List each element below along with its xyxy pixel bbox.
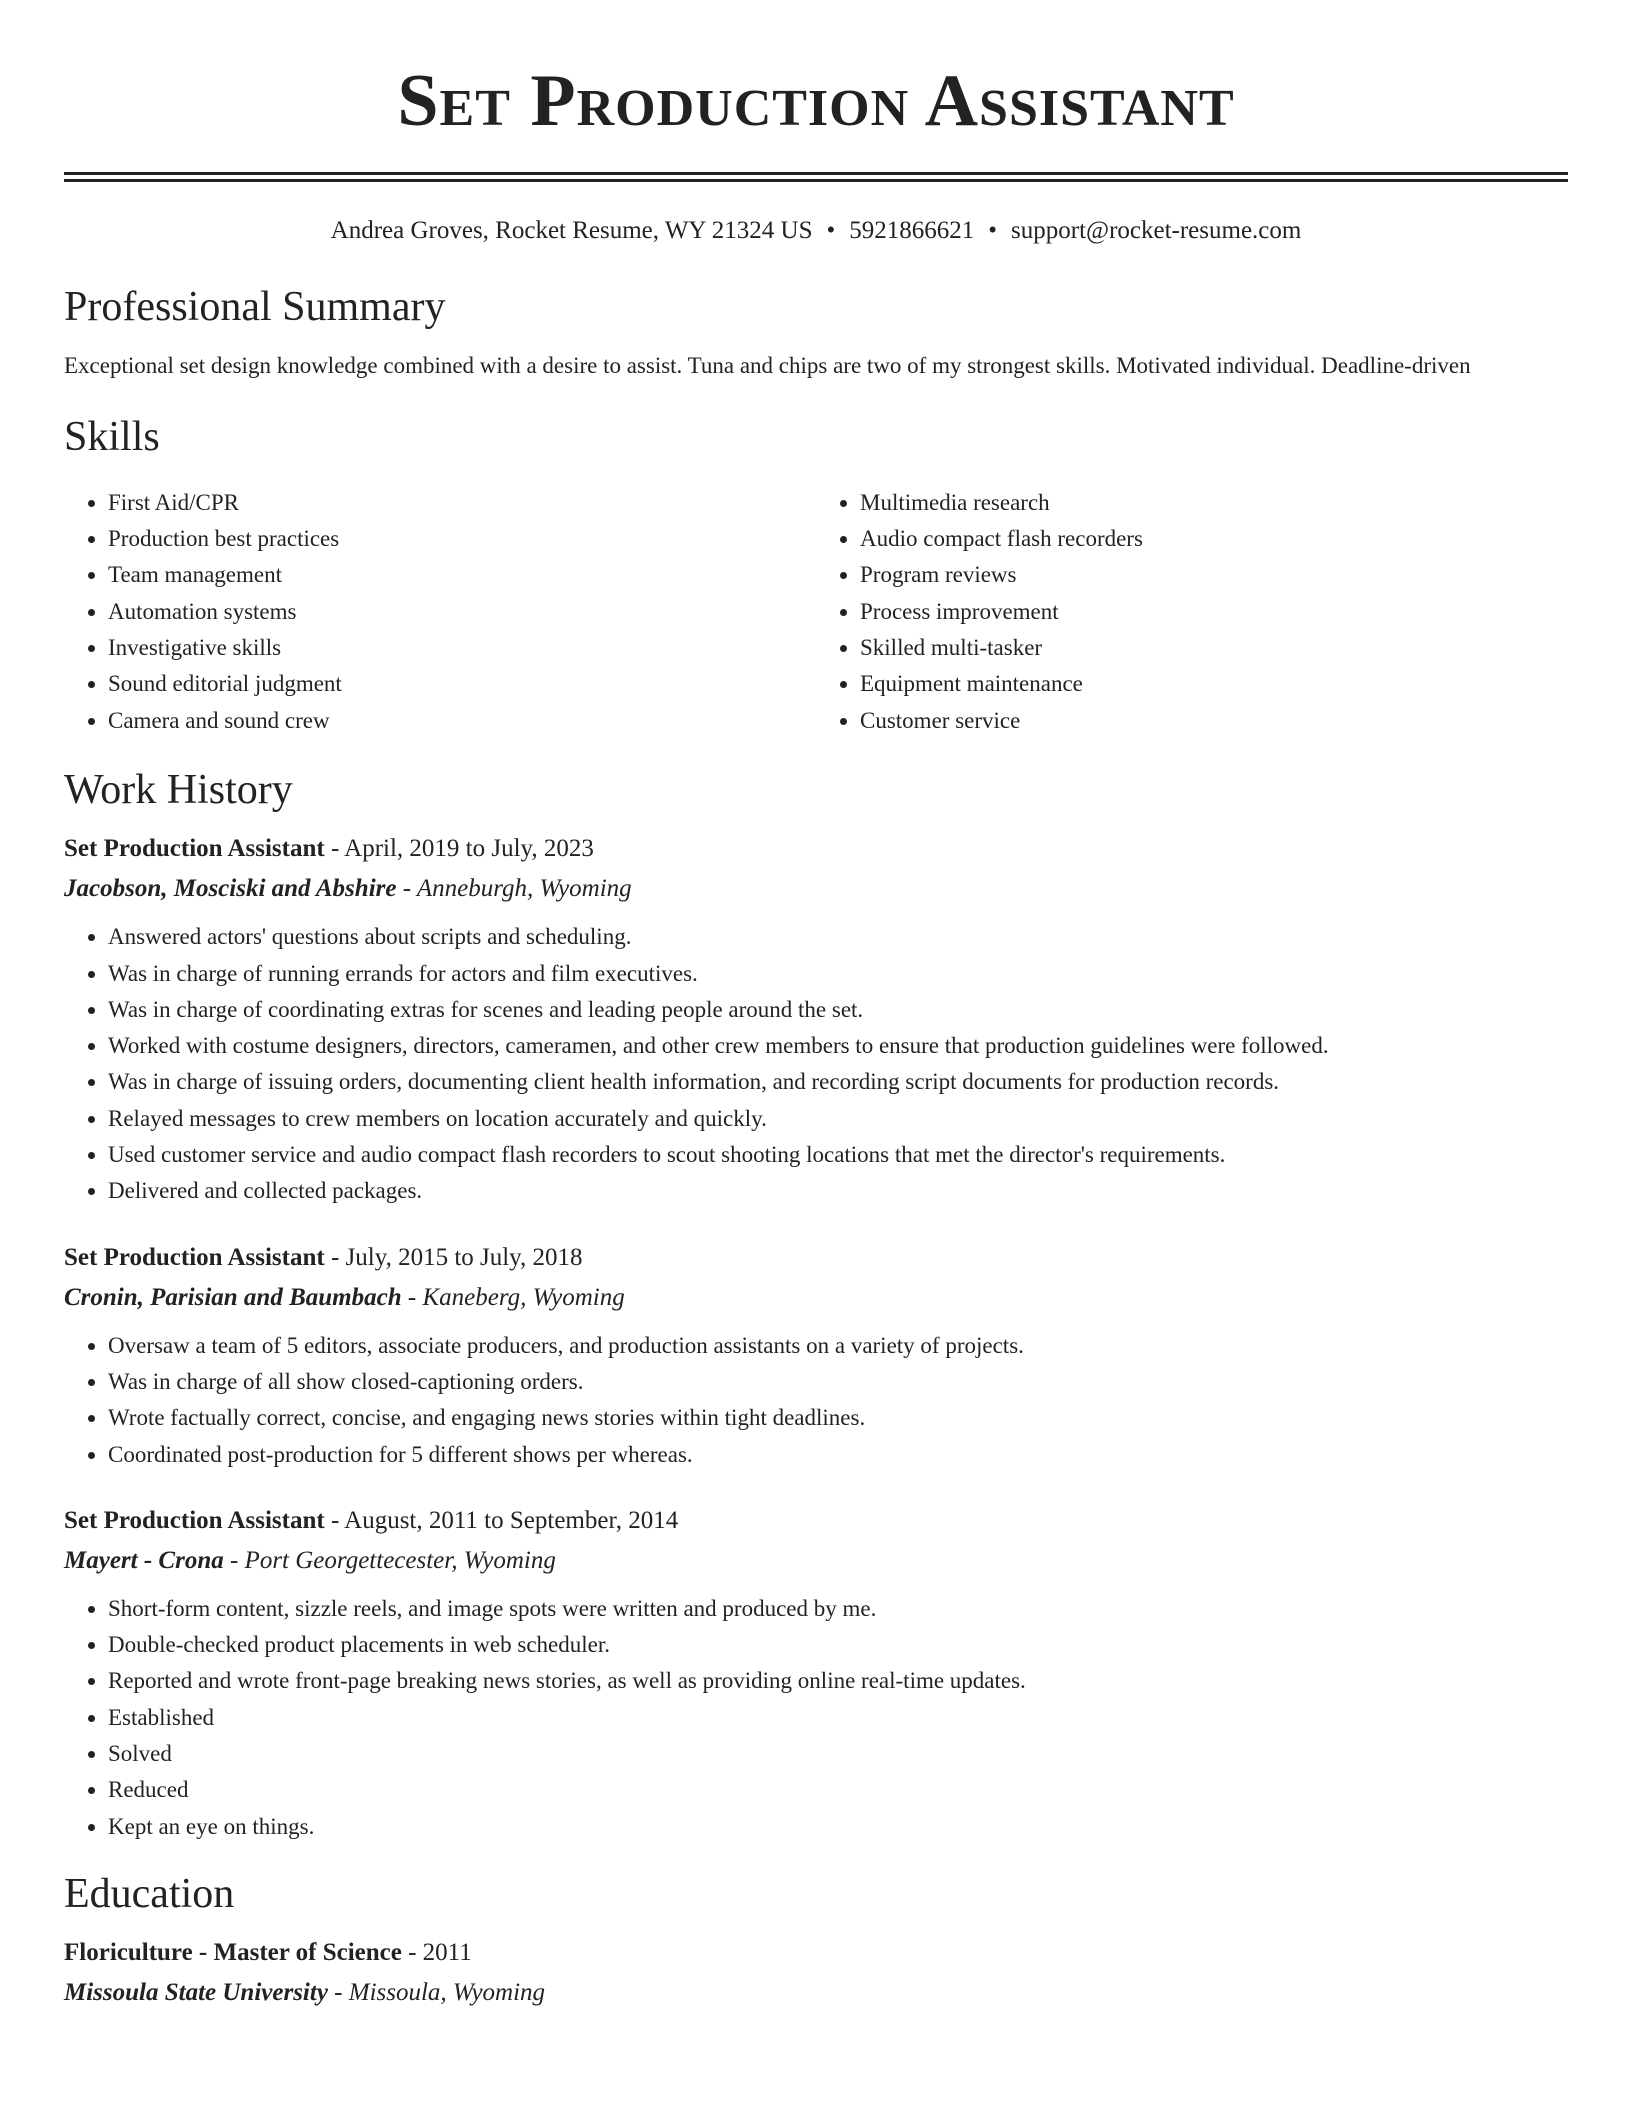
- job-title-line: [64, 829, 1568, 869]
- job-duty: • Relayed messages to crew members on location accurately and quickly.: [108, 1101, 1568, 1137]
- job-duty: • Coordinated post-production for 5 different shows per whereas.: [108, 1437, 1568, 1473]
- skills-columns: [64, 485, 1568, 739]
- skills-heading: Skills: [64, 414, 160, 461]
- job-duties-list: [64, 919, 1568, 1209]
- degree-line: [64, 1933, 1568, 1973]
- job-duty: • Reported and wrote front-page breaking news stories, as well as providing online real-time updates.: [108, 1663, 1568, 1699]
- job-dates: - July, 2015 to July, 2018: [324, 1243, 583, 1271]
- skill-item: • Audio compact flash recorders: [860, 521, 1568, 557]
- job-duty: • Established: [108, 1700, 1568, 1736]
- skill-item: • First Aid/CPR: [108, 485, 816, 521]
- job-duty: • Oversaw a team of 5 editors, associate producers, and production assistants on a variety of projects.: [108, 1328, 1568, 1364]
- contact-email: support@rocket-resume.com: [1011, 217, 1302, 244]
- job-duties-list: [64, 1591, 1568, 1845]
- school-name: Missoula State University: [64, 1979, 328, 2007]
- skill-item: • Equipment maintenance: [860, 666, 1568, 702]
- job-role: Set Production Assistant: [64, 1506, 325, 1534]
- contact-address: Andrea Groves, Rocket Resume, WY 21324 US: [330, 217, 813, 244]
- company-location: - Anneburgh, Wyoming: [396, 875, 632, 903]
- company-name: Jacobson, Mosciski and Abshire: [64, 875, 397, 903]
- contact-line: [64, 216, 1568, 246]
- job-title-line: [64, 1238, 1568, 1278]
- job-entry: [64, 1238, 1568, 1473]
- job-duties-list: [64, 1328, 1568, 1473]
- skill-item: • Customer service: [860, 703, 1568, 739]
- job-dates: - April, 2019 to July, 2023: [324, 835, 594, 863]
- company-line: [64, 1278, 1568, 1318]
- summary-text: Exceptional set design knowledge combined with a desire to assist. Tuna and chips are two of my strongest skills. Motivated individual. Deadline-driven: [64, 353, 1471, 379]
- job-duty: • Kept an eye on things.: [108, 1809, 1568, 1845]
- title-divider: [64, 172, 1568, 182]
- contact-separator: •: [988, 217, 998, 244]
- job-duty: • Worked with costume designers, directors, cameramen, and other crew members to ensure that production guidelines were followed.: [108, 1028, 1568, 1064]
- job-duty: • Solved: [108, 1736, 1568, 1772]
- company-name: Cronin, Parisian and Baumbach: [64, 1283, 402, 1311]
- job-role: Set Production Assistant: [64, 835, 325, 863]
- company-name: Mayert - Crona: [64, 1546, 224, 1574]
- skill-item: • Camera and sound crew: [108, 703, 816, 739]
- skill-item: • Multimedia research: [860, 485, 1568, 521]
- job-duty: • Used customer service and audio compact flash recorders to scout shooting locations that met the director's requirements.: [108, 1137, 1568, 1173]
- degree-name: Floriculture - Master of Science: [64, 1939, 402, 1967]
- job-duty: • Wrote factually correct, concise, and engaging news stories within tight deadlines.: [108, 1400, 1568, 1436]
- school-line: [64, 1973, 1568, 2013]
- skill-item: • Sound editorial judgment: [108, 666, 816, 702]
- job-duty: • Was in charge of running errands for actors and film executives.: [108, 956, 1568, 992]
- contact-separator: •: [826, 217, 836, 244]
- job-duty: • Double-checked product placements in web scheduler.: [108, 1627, 1568, 1663]
- job-duty: • Was in charge of issuing orders, documenting client health information, and recording script documents for production records.: [108, 1064, 1568, 1100]
- job-duty: • Reduced: [108, 1772, 1568, 1808]
- skills-list-left: [64, 485, 816, 739]
- job-entry: [64, 1501, 1568, 1845]
- education-heading: Education: [64, 1870, 235, 1917]
- company-location: - Kaneberg, Wyoming: [401, 1283, 625, 1311]
- work-history-heading: Work History: [64, 766, 293, 813]
- job-title-line: [64, 1501, 1568, 1541]
- resume-title: Set Production Assistant: [397, 60, 1235, 142]
- job-duty: • Short-form content, sizzle reels, and image spots were written and produced by me.: [108, 1591, 1568, 1627]
- skill-item: • Production best practices: [108, 521, 816, 557]
- school-location: - Missoula, Wyoming: [327, 1979, 546, 2007]
- summary-heading: Professional Summary: [64, 284, 446, 330]
- company-location: - Port Georgettecester, Wyoming: [223, 1546, 556, 1574]
- skill-item: • Team management: [108, 557, 816, 593]
- skill-item: • Skilled multi-tasker: [860, 630, 1568, 666]
- job-duty: • Was in charge of coordinating extras for scenes and leading people around the set.: [108, 992, 1568, 1028]
- job-dates: - August, 2011 to September, 2014: [324, 1506, 679, 1534]
- job-role: Set Production Assistant: [64, 1243, 325, 1271]
- job-duty: • Delivered and collected packages.: [108, 1173, 1568, 1209]
- job-entry: [64, 829, 1568, 1209]
- skills-list-right: [816, 485, 1568, 739]
- education-entry: [64, 1933, 1568, 2013]
- skill-item: • Process improvement: [860, 594, 1568, 630]
- degree-year: - 2011: [401, 1939, 472, 1967]
- company-line: [64, 1541, 1568, 1581]
- job-duty: • Answered actors' questions about scripts and scheduling.: [108, 919, 1568, 955]
- skill-item: • Investigative skills: [108, 630, 816, 666]
- skill-item: • Program reviews: [860, 557, 1568, 593]
- company-line: [64, 869, 1568, 909]
- contact-phone: 5921866621: [849, 217, 975, 244]
- job-duty: • Was in charge of all show closed-captioning orders.: [108, 1364, 1568, 1400]
- skill-item: • Automation systems: [108, 594, 816, 630]
